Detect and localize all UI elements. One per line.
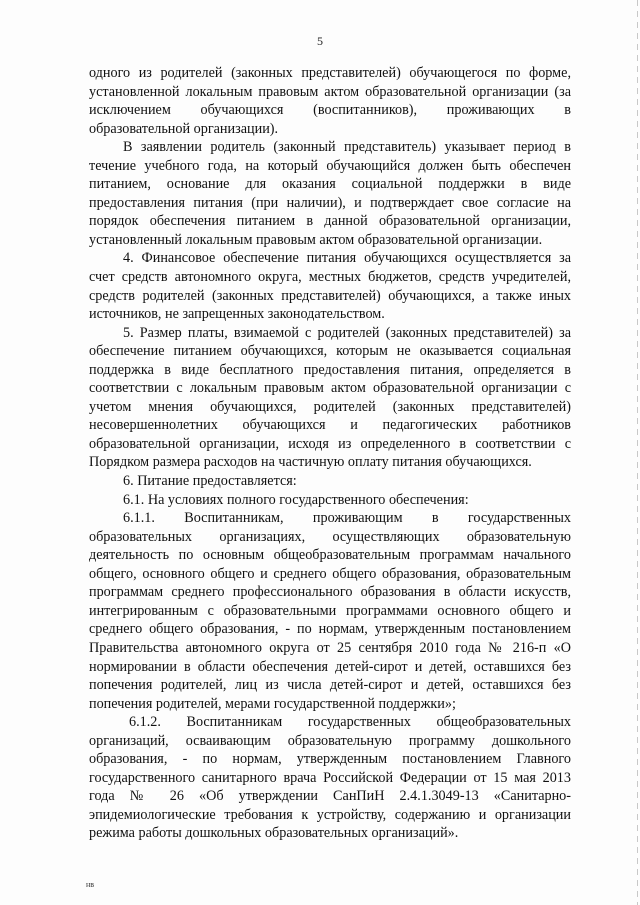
document-body	[89, 64, 571, 843]
paragraph-6-1: 6.1. На условиях полного государственного обеспечения:	[123, 491, 469, 508]
paragraph-6-1-2: 6.1.2. Воспитанникам государственных общеобразовательных организаций, осваивающим образовательную программу дошкольного образования, - по нормам, утвержденным постановлением Главного государственного санитарного врача Российской Федерации от 15 мая 2013 года № 26 «Об утверждении СанПиН 2.4.1.3049-13 «Санитарно-эпидемиологические требования к устройству, содержанию и организации режима работы дошкольных образовательных организаций».	[89, 714, 571, 842]
page-number: 5	[317, 34, 323, 48]
scan-edge	[637, 0, 638, 905]
paragraph-application: В заявлении родитель (законный представитель) указывает период в течение учебного года, на который обучающийся должен быть обеспечен питанием, основание для оказания социальной поддержки в виде предоставления питания (при наличии), и подтверждает свое согласие на порядок обеспечения питанием в данной образовательной организации, установленный локальным правовым актом образовательной организации.	[89, 139, 571, 248]
paragraph-5-payment: 5. Размер платы, взимаемой с родителей (законных представителей) за обеспечение питанием обучающихся, которым не оказывается социальная поддержка в виде бесплатного предоставления питания, определяется в соответствии с локальным правовым актом образовательной организации с учетом мнения обучающихся, родителей (законных представителей) несовершеннолетних обучающихся и педагогических работников образовательной организации, исходя из определенного в соответствии с Порядком размера расходов на частичную оплату питания обучающихся.	[89, 324, 571, 471]
paragraph-4-financing: 4. Финансовое обеспечение питания обучающихся осуществляется за счет средств автономного округа, местных бюджетов, средств учредителей, средств родителей (законных представителей) обучающихся, а также иных источников, не запрещенных законодательством.	[89, 250, 571, 323]
footer-initials: нв	[86, 880, 95, 889]
paragraph-continuation: одного из родителей (законных представителей) обучающегося по форме, установленной локальным правовым актом образовательной организации (за исключением обучающихся (воспитанников), проживающих в образовательной организации).	[89, 65, 571, 137]
paragraph-6-1-1: 6.1.1. Воспитанникам, проживающим в государственных образовательных организациях, осуществляющих образовательную деятельность по основным общеобразовательным программам начального общего, основного общего и среднего общего образования, образовательным программам среднего профессионального образования в области искусств, интегрированным с образовательными программами основного общего и среднего общего образования, - по нормам, утвержденным постановлением Правительства автономного округа от 25 сентября 2010 года № 216-п «О нормировании в области обеспечения детей-сирот и детей, оставшихся без попечения родителей, лиц из числа детей-сирот и детей, оставшихся без попечения родителей, мерами государственной поддержки»;	[89, 510, 571, 712]
paragraph-6-provision: 6. Питание предоставляется:	[123, 473, 297, 490]
